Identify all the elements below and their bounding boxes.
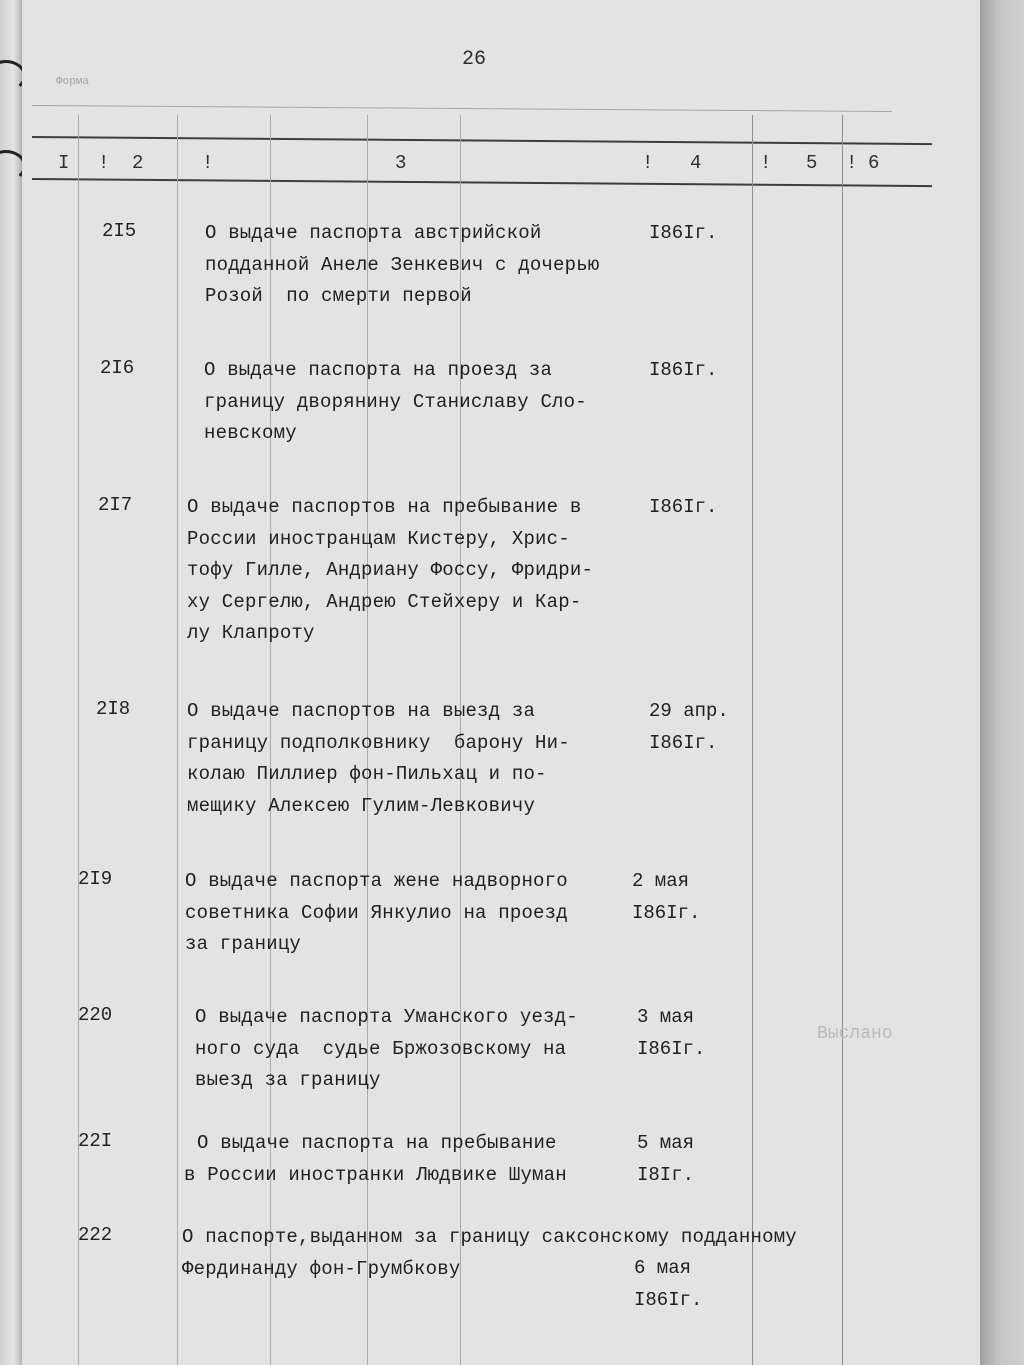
binder-edge: [0, 0, 23, 1365]
row-number: 2I9: [78, 868, 113, 890]
row-date: I86Iг.: [649, 222, 718, 244]
faint-form-line: [32, 105, 892, 112]
row-number: 220: [78, 1004, 113, 1026]
header-top-rule: [32, 136, 932, 145]
column-divider: [842, 115, 843, 1365]
header-sep: !: [98, 152, 110, 174]
row-date: I86Iг.: [649, 359, 718, 381]
row-number: 2I7: [98, 494, 133, 516]
row-number: 22I: [78, 1130, 113, 1152]
header-col-4: 4: [690, 152, 702, 174]
header-col-2: 2: [132, 152, 144, 174]
header-bottom-rule: [32, 178, 932, 187]
header-sep: !: [760, 152, 772, 174]
row-number: 2I6: [100, 357, 135, 379]
page-number: 26: [462, 48, 487, 71]
row-description: О выдаче паспорта на пребывание в России иностранки Людвике Шуман: [184, 1132, 567, 1186]
row-description: О выдаче паспортов на выезд за границу подполковнику барону Ни- колаю Пиллиер фон-Пильхац и по- мещику Алексею Гулим-Левковичу: [187, 700, 570, 817]
header-sep: !: [642, 152, 654, 174]
row-date: 3 мая I86Iг.: [637, 1006, 706, 1060]
row-number: 2I8: [96, 698, 131, 720]
faint-form-label: Форма: [56, 76, 90, 88]
row-description: О паспорте,выданном за границу саксонскому подданному Фердинанду фон-Грумбкову: [182, 1226, 797, 1280]
header-col-5: 5: [806, 152, 818, 174]
row-description: О выдаче паспорта австрийской подданной Анеле Зенкевич с дочерью Розой по смерти первой: [205, 222, 600, 307]
column-divider: [177, 115, 178, 1365]
row-date: I86Iг.: [649, 496, 718, 518]
row-date: 5 мая I8Iг.: [637, 1132, 695, 1186]
row-description: О выдаче паспортов на пребывание в России иностранцам Кистеру, Хрис- тофу Гилле, Андриану Фоссу, Фридри- ху Сергелю, Андрею Стейхеру и Кар- лу Клапроту: [187, 496, 594, 644]
row-description: О выдаче паспорта жене надворного советника Софии Янкулио на проезд за границу: [185, 870, 568, 955]
header-col-1: I: [58, 152, 70, 174]
header-sep: !: [202, 152, 214, 174]
row-description: О выдаче паспорта Уманского уезд- ного суда судье Бржозовскому на выезд за границу: [195, 1006, 578, 1091]
column-divider: [78, 115, 79, 1365]
row-date: 2 мая I86Iг.: [632, 870, 701, 924]
document-page: [22, 0, 980, 1365]
header-col-3: 3: [395, 152, 407, 174]
row-number: 2I5: [102, 220, 137, 242]
row-description: О выдаче паспорта на проезд за границу дворянину Станиславу Сло- невскому: [204, 359, 587, 444]
adjacent-page-edge: [980, 0, 1024, 1365]
header-sep: !: [846, 152, 858, 174]
header-col-6: 6: [868, 152, 880, 174]
bleed-through-note: Выслано: [817, 1024, 893, 1044]
column-divider: [752, 115, 753, 1365]
row-number: 222: [78, 1224, 113, 1246]
row-date: 29 апр. I86Iг.: [649, 700, 729, 754]
row-date: 6 мая I86Iг.: [634, 1257, 703, 1311]
